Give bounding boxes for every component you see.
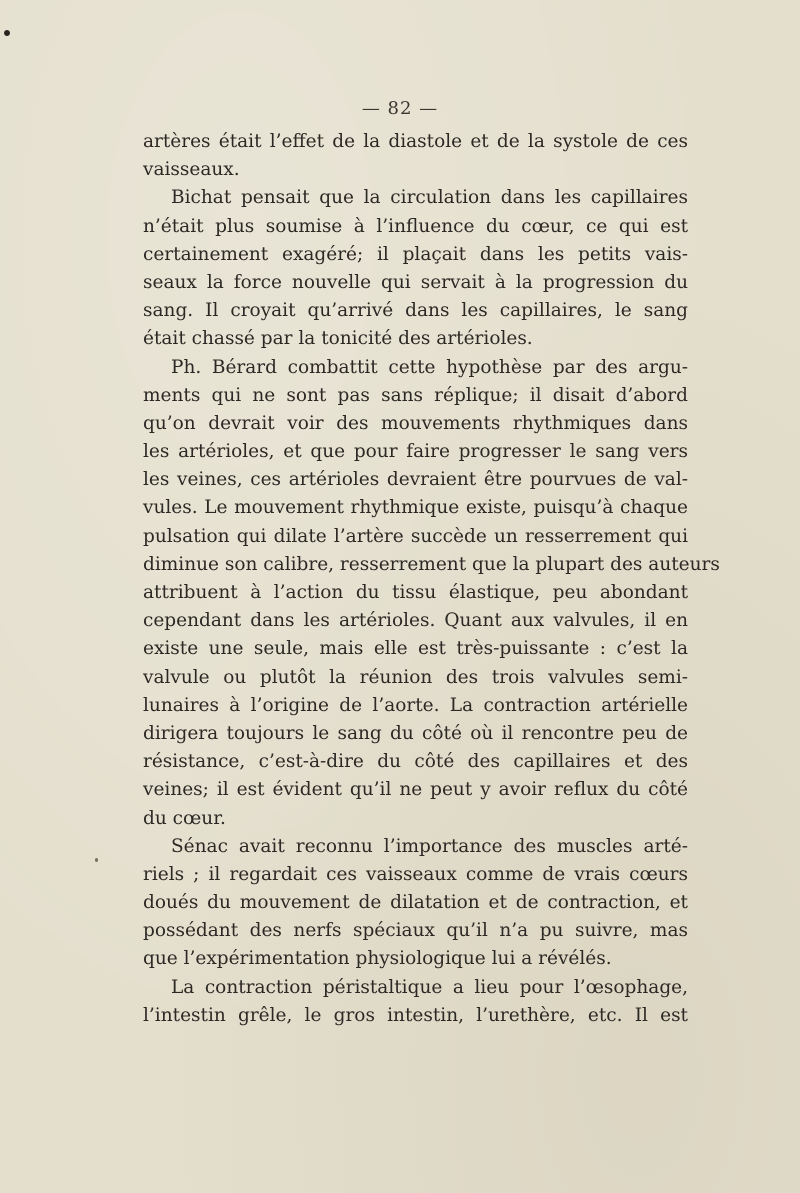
text-line: doués du mouvement de dilatation et de contraction, et: [143, 892, 688, 914]
text-line: sang. Il croyait qu’arrivé dans les capillaires, le sang: [143, 300, 688, 322]
paragraph: [143, 833, 688, 974]
text-line: l’intestin grêle, le gros intestin, l’urethère, etc. Il est: [143, 1004, 688, 1026]
text-line: valvule ou plutôt la réunion des trois valvules semi-: [143, 666, 688, 688]
paragraph: [143, 974, 688, 1030]
ink-speck: [95, 858, 98, 862]
text-line: qu’on devrait voir des mouvements rhythmiques dans: [143, 412, 688, 434]
text-line: seaux la force nouvelle qui servait à la progression du: [143, 271, 688, 293]
text-line: vaisseaux.: [143, 159, 240, 181]
text-line: n’était plus soumise à l’influence du cœur, ce qui est: [143, 215, 688, 237]
text-line: La contraction péristaltique a lieu pour l’œsophage,: [171, 976, 688, 998]
paragraph: [143, 354, 720, 833]
text-line: veines; il est évident qu’il ne peut y avoir reflux du côté: [143, 779, 688, 801]
paragraph: [143, 184, 688, 353]
body-text: [143, 128, 720, 1030]
text-line: résistance, c’est-à-dire du côté des capillaires et des: [143, 751, 688, 773]
text-line: que l’expérimentation physiologique lui a révélés.: [143, 948, 612, 970]
paragraph: [143, 128, 688, 184]
text-line: existe une seule, mais elle est très-puissante : c’est la: [143, 638, 688, 660]
text-line: ments qui ne sont pas sans réplique; il disait d’abord: [143, 384, 688, 406]
page-number: — 82 —: [361, 98, 439, 119]
text-line: du cœur.: [143, 807, 226, 829]
text-line: vules. Le mouvement rhythmique existe, puisqu’à chaque: [143, 497, 688, 519]
text-line: pulsation qui dilate l’artère succède un resserrement qui: [143, 525, 688, 547]
text-line: Bichat pensait que la circulation dans les capillaires: [171, 187, 688, 209]
text-line: Sénac avait reconnu l’importance des muscles arté-: [171, 835, 688, 857]
text-line: était chassé par la tonicité des artérioles.: [143, 328, 533, 350]
text-line: certainement exagéré; il plaçait dans les petits vais-: [143, 243, 688, 265]
text-line: les artérioles, et que pour faire progresser le sang vers: [143, 441, 688, 463]
ink-speck: [4, 30, 10, 36]
text-line: riels ; il regardait ces vaisseaux comme de vrais cœurs: [143, 863, 688, 885]
text-line: dirigera toujours le sang du côté où il rencontre peu de: [143, 722, 688, 744]
text-line: Ph. Bérard combattit cette hypothèse par des argu-: [171, 356, 688, 378]
text-line: artères était l’effet de la diastole et de la systole de ces: [143, 131, 688, 152]
text-line: lunaires à l’origine de l’aorte. La contraction artérielle: [143, 694, 688, 716]
text-line: cependant dans les artérioles. Quant aux valvules, il en: [143, 610, 688, 632]
text-line: attribuent à l’action du tissu élastique, peu abondant: [143, 582, 688, 603]
text-line: possédant des nerfs spéciaux qu’il n’a pu suivre, mas: [143, 920, 688, 942]
text-line: les veines, ces artérioles devraient être pourvues de val-: [143, 469, 688, 491]
text-line: diminue son calibre, resserrement que la plupart des auteurs: [143, 553, 720, 575]
